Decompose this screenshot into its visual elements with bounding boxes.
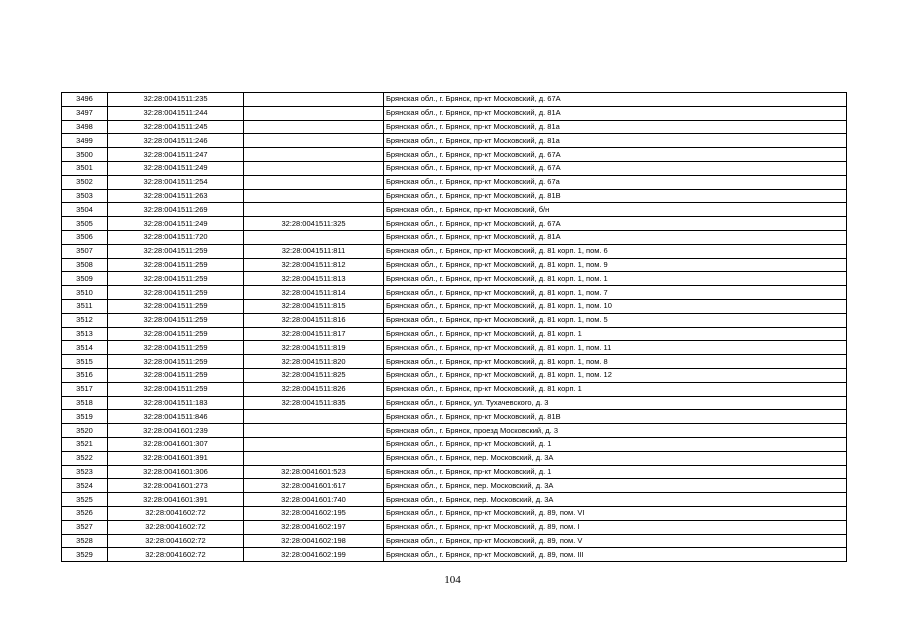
sub-cadastral-number-cell: 32:28:0041602:199 [244,548,384,562]
sub-cadastral-number-cell [244,106,384,120]
row-number-cell: 3514 [62,341,108,355]
sub-cadastral-number-cell [244,161,384,175]
table-row [62,506,847,520]
table-row [62,520,847,534]
cadastral-number-cell: 32:28:0041511:259 [108,244,244,258]
address-cell: Брянская обл., г. Брянск, пр-кт Московский, д. 81 корп. 1, пом. 10 [384,299,847,313]
table-row [62,465,847,479]
sub-cadastral-number-cell [244,230,384,244]
table-row [62,479,847,493]
row-number-cell: 3519 [62,410,108,424]
cadastral-number-cell: 32:28:0041602:72 [108,520,244,534]
sub-cadastral-number-cell: 32:28:0041511:819 [244,341,384,355]
cadastral-number-cell: 32:28:0041601:391 [108,493,244,507]
row-number-cell: 3503 [62,189,108,203]
row-number-cell: 3497 [62,106,108,120]
table-row [62,341,847,355]
address-cell: Брянская обл., г. Брянск, пр-кт Московский, д. 81а [384,134,847,148]
address-cell: Брянская обл., г. Брянск, пр-кт Московский, д. 67А [384,217,847,231]
sub-cadastral-number-cell: 32:28:0041511:817 [244,327,384,341]
cadastral-number-cell: 32:28:0041511:259 [108,355,244,369]
sub-cadastral-number-cell [244,175,384,189]
cadastral-number-cell: 32:28:0041511:846 [108,410,244,424]
row-number-cell: 3500 [62,148,108,162]
cadastral-number-cell: 32:28:0041602:72 [108,548,244,562]
cadastral-number-cell: 32:28:0041511:245 [108,120,244,134]
address-cell: Брянская обл., г. Брянск, пер. Московский, д. 3А [384,479,847,493]
cadastral-number-cell: 32:28:0041511:259 [108,382,244,396]
address-cell: Брянская обл., г. Брянск, пр-кт Московский, д. 81 корп. 1, пом. 1 [384,272,847,286]
cadastral-number-cell: 32:28:0041601:391 [108,451,244,465]
cadastral-number-cell: 32:28:0041601:273 [108,479,244,493]
table-row [62,203,847,217]
table-row [62,424,847,438]
cadastral-number-cell: 32:28:0041511:259 [108,272,244,286]
cadastral-number-cell: 32:28:0041511:254 [108,175,244,189]
sub-cadastral-number-cell: 32:28:0041602:195 [244,506,384,520]
cadastral-number-cell: 32:28:0041511:246 [108,134,244,148]
table-row [62,368,847,382]
row-number-cell: 3529 [62,548,108,562]
row-number-cell: 3502 [62,175,108,189]
row-number-cell: 3528 [62,534,108,548]
row-number-cell: 3526 [62,506,108,520]
address-cell: Брянская обл., г. Брянск, проезд Московский, д. 3 [384,424,847,438]
sub-cadastral-number-cell: 32:28:0041511:814 [244,286,384,300]
sub-cadastral-number-cell: 32:28:0041511:825 [244,368,384,382]
table-row [62,175,847,189]
cadastral-number-cell: 32:28:0041511:244 [108,106,244,120]
sub-cadastral-number-cell: 32:28:0041511:325 [244,217,384,231]
row-number-cell: 3520 [62,424,108,438]
table-row [62,217,847,231]
address-cell: Брянская обл., г. Брянск, пр-кт Московский, д. 67а [384,175,847,189]
sub-cadastral-number-cell [244,134,384,148]
cadastral-number-cell: 32:28:0041511:259 [108,286,244,300]
row-number-cell: 3508 [62,258,108,272]
cadastral-number-cell: 32:28:0041511:259 [108,341,244,355]
table-row [62,120,847,134]
address-cell: Брянская обл., г. Брянск, пр-кт Московский, д. 89, пом. V [384,534,847,548]
address-cell: Брянская обл., г. Брянск, пр-кт Московский, д. 81 корп. 1, пом. 12 [384,368,847,382]
row-number-cell: 3507 [62,244,108,258]
row-number-cell: 3522 [62,451,108,465]
cadastral-number-cell: 32:28:0041511:247 [108,148,244,162]
cadastral-number-cell: 32:28:0041601:306 [108,465,244,479]
row-number-cell: 3512 [62,313,108,327]
row-number-cell: 3505 [62,217,108,231]
address-cell: Брянская обл., г. Брянск, пр-кт Московский, д. 81 корп. 1, пом. 7 [384,286,847,300]
cadastral-number-cell: 32:28:0041511:259 [108,313,244,327]
address-cell: Брянская обл., г. Брянск, пр-кт Московский, д. 89, пом. III [384,548,847,562]
table-row [62,313,847,327]
cadastral-number-cell: 32:28:0041602:72 [108,506,244,520]
table-row [62,548,847,562]
table-row [62,410,847,424]
row-number-cell: 3498 [62,120,108,134]
sub-cadastral-number-cell: 32:28:0041601:740 [244,493,384,507]
row-number-cell: 3509 [62,272,108,286]
address-cell: Брянская обл., г. Брянск, пр-кт Московский, д. 81А [384,230,847,244]
table-row [62,244,847,258]
cadastral-number-cell: 32:28:0041511:259 [108,368,244,382]
table-row [62,148,847,162]
table-row [62,382,847,396]
table-row [62,258,847,272]
table-row [62,189,847,203]
sub-cadastral-number-cell: 32:28:0041511:816 [244,313,384,327]
address-cell: Брянская обл., г. Брянск, пр-кт Московский, д. 81 корп. 1 [384,382,847,396]
address-cell: Брянская обл., г. Брянск, пр-кт Московский, д. 81 корп. 1, пом. 11 [384,341,847,355]
address-cell: Брянская обл., г. Брянск, ул. Тухачевского, д. 3 [384,396,847,410]
page-number: 104 [444,574,461,586]
table-row [62,93,847,107]
row-number-cell: 3515 [62,355,108,369]
cadastral-number-cell: 32:28:0041511:720 [108,230,244,244]
address-cell: Брянская обл., г. Брянск, пр-кт Московский, д. 81 корп. 1, пом. 5 [384,313,847,327]
row-number-cell: 3501 [62,161,108,175]
sub-cadastral-number-cell: 32:28:0041511:811 [244,244,384,258]
sub-cadastral-number-cell [244,410,384,424]
row-number-cell: 3510 [62,286,108,300]
cadastral-number-cell: 32:28:0041511:183 [108,396,244,410]
table-row [62,534,847,548]
sub-cadastral-number-cell: 32:28:0041601:617 [244,479,384,493]
address-cell: Брянская обл., г. Брянск, пр-кт Московский, д. 67А [384,148,847,162]
sub-cadastral-number-cell: 32:28:0041511:815 [244,299,384,313]
table-row [62,451,847,465]
table-row [62,299,847,313]
table-row [62,355,847,369]
address-cell: Брянская обл., г. Брянск, пр-кт Московский, д. 67А [384,161,847,175]
row-number-cell: 3525 [62,493,108,507]
address-cell: Брянская обл., г. Брянск, пр-кт Московский, д. 89, пом. I [384,520,847,534]
sub-cadastral-number-cell [244,437,384,451]
cadastral-number-cell: 32:28:0041601:239 [108,424,244,438]
address-cell: Брянская обл., г. Брянск, пр-кт Московский, д. 81 корп. 1, пом. 9 [384,258,847,272]
cadastral-number-cell: 32:28:0041511:263 [108,189,244,203]
sub-cadastral-number-cell: 32:28:0041511:820 [244,355,384,369]
row-number-cell: 3511 [62,299,108,313]
address-cell: Брянская обл., г. Брянск, пр-кт Московский, д. 81В [384,189,847,203]
sub-cadastral-number-cell [244,148,384,162]
table-row [62,161,847,175]
address-cell: Брянская обл., г. Брянск, пр-кт Московский, д. 81В [384,410,847,424]
cadastral-number-cell: 32:28:0041511:259 [108,327,244,341]
cadastral-number-cell: 32:28:0041511:269 [108,203,244,217]
table-row [62,396,847,410]
row-number-cell: 3516 [62,368,108,382]
address-cell: Брянская обл., г. Брянск, пер. Московский, д. 3А [384,451,847,465]
address-cell: Брянская обл., г. Брянск, пр-кт Московский, д. 81 корп. 1, пом. 6 [384,244,847,258]
sub-cadastral-number-cell [244,203,384,217]
sub-cadastral-number-cell: 32:28:0041511:835 [244,396,384,410]
row-number-cell: 3518 [62,396,108,410]
sub-cadastral-number-cell: 32:28:0041511:826 [244,382,384,396]
address-cell: Брянская обл., г. Брянск, пр-кт Московский, д. 81 корп. 1, пом. 8 [384,355,847,369]
table-row [62,272,847,286]
cadastral-number-cell: 32:28:0041511:249 [108,161,244,175]
cadastral-number-cell: 32:28:0041511:259 [108,299,244,313]
sub-cadastral-number-cell: 32:28:0041602:198 [244,534,384,548]
cadastral-number-cell: 32:28:0041511:259 [108,258,244,272]
cadastral-number-cell: 32:28:0041511:235 [108,93,244,107]
table-row [62,134,847,148]
sub-cadastral-number-cell: 32:28:0041601:523 [244,465,384,479]
address-cell: Брянская обл., г. Брянск, пр-кт Московский, д. 1 [384,437,847,451]
address-cell: Брянская обл., г. Брянск, пер. Московский, д. 3А [384,493,847,507]
row-number-cell: 3521 [62,437,108,451]
table-row [62,327,847,341]
address-cell: Брянская обл., г. Брянск, пр-кт Московский, д. 89, пом. VI [384,506,847,520]
sub-cadastral-number-cell: 32:28:0041511:812 [244,258,384,272]
row-number-cell: 3527 [62,520,108,534]
sub-cadastral-number-cell [244,451,384,465]
sub-cadastral-number-cell: 32:28:0041602:197 [244,520,384,534]
row-number-cell: 3499 [62,134,108,148]
row-number-cell: 3517 [62,382,108,396]
sub-cadastral-number-cell [244,120,384,134]
row-number-cell: 3524 [62,479,108,493]
address-cell: Брянская обл., г. Брянск, пр-кт Московский, д. 81 корп. 1 [384,327,847,341]
address-cell: Брянская обл., г. Брянск, пр-кт Московский, д. 67А [384,93,847,107]
sub-cadastral-number-cell [244,189,384,203]
sub-cadastral-number-cell: 32:28:0041511:813 [244,272,384,286]
registry-table [61,92,847,562]
cadastral-number-cell: 32:28:0041601:307 [108,437,244,451]
table-row [62,230,847,244]
table-row [62,106,847,120]
table-row [62,493,847,507]
address-cell: Брянская обл., г. Брянск, пр-кт Московский, б/н [384,203,847,217]
address-cell: Брянская обл., г. Брянск, пр-кт Московский, д. 1 [384,465,847,479]
row-number-cell: 3523 [62,465,108,479]
row-number-cell: 3504 [62,203,108,217]
table-row [62,437,847,451]
cadastral-number-cell: 32:28:0041511:249 [108,217,244,231]
sub-cadastral-number-cell [244,93,384,107]
address-cell: Брянская обл., г. Брянск, пр-кт Московский, д. 81А [384,106,847,120]
cadastral-number-cell: 32:28:0041602:72 [108,534,244,548]
registry-table-body [62,93,847,562]
row-number-cell: 3496 [62,93,108,107]
sub-cadastral-number-cell [244,424,384,438]
row-number-cell: 3506 [62,230,108,244]
table-row [62,286,847,300]
row-number-cell: 3513 [62,327,108,341]
address-cell: Брянская обл., г. Брянск, пр-кт Московский, д. 81а [384,120,847,134]
